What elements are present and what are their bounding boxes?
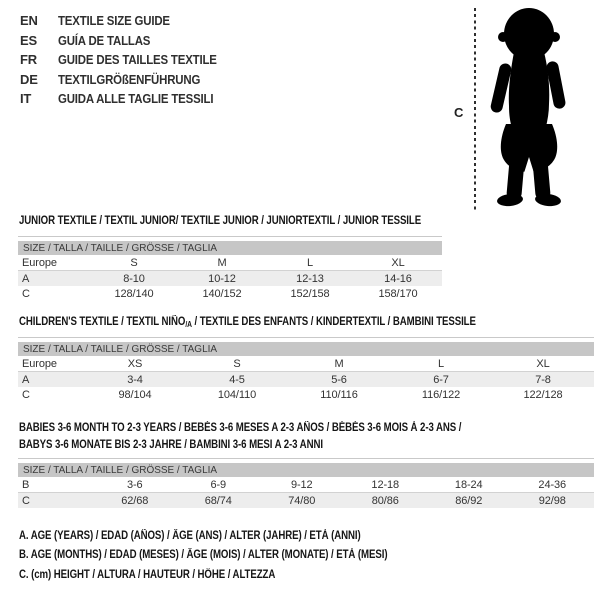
table-row (18, 255, 442, 271)
row-label-cell: C (22, 287, 30, 300)
divider (18, 458, 594, 459)
junior-size-table (18, 236, 442, 301)
size-table (18, 356, 594, 402)
footnote-line: B. AGE (MONTHS) / EDAD (MESES) / ÂGE (MOIS) / ALTER (MONATE) / ETÀ (MESI) (19, 549, 388, 562)
value-cell: 128/140 (114, 287, 154, 300)
children-title-post: / TEXTILE DES ENFANTS / KINDERTEXTIL / BAMBINI TESSILE (191, 316, 476, 328)
value-cell: 92/98 (538, 494, 566, 507)
value-cell: S (90, 255, 178, 271)
language-code: ES (20, 32, 37, 48)
value-cell: 10-12 (208, 272, 236, 285)
value-cell: 152/158 (290, 287, 330, 300)
children-title-subscript: /A (185, 320, 192, 329)
row-label-cell: A (22, 373, 30, 386)
table-row (18, 372, 594, 388)
value-cell: 3-4 (127, 373, 143, 386)
size-header-label: SIZE / TALLA / TAILLE / GRÖSSE / TAGLIA (23, 242, 218, 254)
row-label-cell: Europe (18, 356, 84, 372)
babies-title-line2: BABYS 3-6 MONATE BIS 2-3 JAHRE / BAMBINI 3-6 MESI A 2-3 ANNI (19, 439, 323, 451)
language-label: GUIDE DES TAILLES TEXTILE (58, 52, 217, 68)
value-cell: 12-13 (296, 272, 324, 285)
table-row (18, 387, 594, 402)
size-table (18, 255, 442, 301)
size-header-bar (18, 463, 594, 477)
value-cell: 12-18 (344, 477, 428, 493)
language-row (20, 31, 238, 51)
value-cell: 110/116 (320, 388, 358, 401)
babies-title-line1: BABIES 3-6 MONTH TO 2-3 YEARS / BEBÉS 3-6 MESES A 2-3 AÑOS / BÉBÉS 3-6 MOIS À 2-3 ANS / (19, 422, 462, 434)
size-header-label: SIZE / TALLA / TAILLE / GRÖSSE / TAGLIA (23, 464, 218, 476)
value-cell: 14-16 (384, 272, 412, 285)
value-cell: 62/68 (121, 494, 149, 507)
baby-silhouette-icon (480, 6, 576, 208)
footnotes (19, 530, 458, 588)
value-cell: 18-24 (427, 477, 511, 493)
value-cell: 104/110 (217, 388, 257, 401)
language-code: DE (20, 71, 38, 87)
value-cell: XS (84, 356, 186, 372)
language-row (20, 50, 238, 70)
row-label-cell: B (18, 477, 93, 493)
value-cell: 74/80 (288, 494, 316, 507)
language-code: EN (20, 13, 38, 29)
size-header-bar (18, 241, 442, 255)
value-cell: 5-6 (331, 373, 347, 386)
value-cell: 116/122 (421, 388, 461, 401)
language-label: GUIDA ALLE TAGLIE TESSILI (58, 91, 214, 107)
language-label: GUÍA DE TALLAS (58, 32, 151, 48)
value-cell: 122/128 (523, 388, 563, 401)
babies-size-table (18, 458, 594, 508)
children-size-table (18, 337, 594, 402)
babies-section-title (19, 422, 461, 456)
divider (18, 337, 594, 338)
value-cell: S (186, 356, 288, 372)
value-cell: 4-5 (229, 373, 245, 386)
children-section-title (19, 316, 476, 329)
table-row (18, 356, 594, 372)
value-cell: 86/92 (455, 494, 483, 507)
baby-figure (450, 4, 598, 214)
value-cell: 98/104 (118, 388, 152, 401)
language-row (20, 70, 238, 90)
row-label-cell: A (22, 272, 30, 285)
divider (18, 236, 442, 237)
language-list (20, 11, 238, 109)
value-cell: 68/74 (204, 494, 232, 507)
footnote-line: C. (cm) HEIGHT / ALTURA / HAUTEUR / HÖHE / ALTEZZA (19, 568, 276, 581)
value-cell: L (390, 356, 492, 372)
value-cell: 7-8 (535, 373, 551, 386)
language-label: TEXTILE SIZE GUIDE (58, 13, 170, 29)
value-cell: 8-10 (123, 272, 145, 285)
table-row (18, 477, 594, 493)
value-cell: 158/170 (378, 287, 418, 300)
value-cell: L (266, 255, 354, 271)
language-row (20, 89, 238, 109)
value-cell: 9-12 (260, 477, 344, 493)
row-label-cell: C (22, 388, 30, 401)
language-code: IT (20, 91, 32, 107)
junior-section-title: JUNIOR TEXTILE / TEXTIL JUNIOR/ TEXTILE JUNIOR / JUNIORTEXTIL / JUNIOR TESSILE (19, 215, 422, 227)
value-cell: XL (354, 255, 442, 271)
size-table (18, 477, 594, 508)
footnote-line: A. AGE (YEARS) / EDAD (AÑOS) / ÂGE (ANS) / ALTER (JAHRE) / ETÀ (ANNI) (19, 530, 361, 542)
height-dotted-line (474, 8, 476, 210)
value-cell: XL (492, 356, 594, 372)
value-cell: 6-7 (433, 373, 449, 386)
size-header-bar (18, 342, 594, 356)
height-marker-label: C (454, 105, 464, 120)
language-row (20, 11, 238, 31)
table-row (18, 271, 442, 287)
size-header-label: SIZE / TALLA / TAILLE / GRÖSSE / TAGLIA (23, 343, 218, 355)
value-cell: 24-36 (511, 477, 595, 493)
row-label-cell: Europe (18, 255, 90, 271)
language-label: TEXTILGRÖßENFÜHRUNG (58, 71, 201, 87)
children-title-pre: CHILDREN'S TEXTILE / TEXTIL NIÑO (19, 316, 186, 328)
value-cell: 6-9 (177, 477, 261, 493)
value-cell: M (178, 255, 266, 271)
table-row (18, 493, 594, 509)
value-cell: 140/152 (202, 287, 242, 300)
value-cell: 80/86 (371, 494, 399, 507)
row-label-cell: C (22, 494, 30, 507)
language-code: FR (20, 52, 37, 68)
value-cell: M (288, 356, 390, 372)
table-row (18, 286, 442, 301)
value-cell: 3-6 (93, 477, 177, 493)
